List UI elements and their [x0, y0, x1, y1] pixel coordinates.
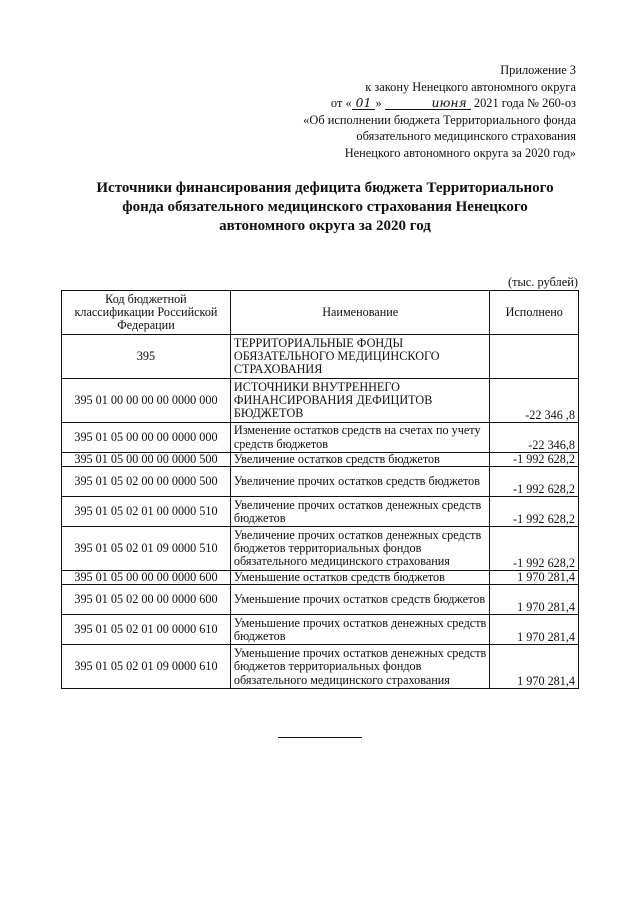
table-row [62, 379, 579, 423]
table-row [62, 497, 579, 527]
appendix-law-ref: к закону Ненецкого автономного округа [365, 79, 576, 94]
row-code: 395 01 05 02 00 00 0000 500 [62, 467, 231, 497]
row-name: Изменение остатков средств на счетах по учету средств бюджетов [230, 423, 490, 453]
row-name: Уменьшение остатков средств бюджетов [230, 571, 490, 585]
row-name: Уменьшение прочих остатков средств бюджетов [230, 585, 490, 615]
table-row [62, 571, 579, 585]
handwritten-day: 01 [352, 96, 376, 110]
row-name: Увеличение прочих остатков денежных средств бюджетов территориальных фондов обязательного медицинского страхования [230, 527, 490, 571]
row-name: Увеличение прочих остатков денежных средств бюджетов [230, 497, 490, 527]
row-name: ИСТОЧНИКИ ВНУТРЕННЕГО ФИНАНСИРОВАНИЯ ДЕФИЦИТОВ БЮДЖЕТОВ [230, 379, 490, 423]
table-row [62, 615, 579, 645]
table-header-row [62, 291, 579, 335]
table-row [62, 527, 579, 571]
row-code: 395 [62, 335, 231, 379]
header-executed: Исполнено [490, 291, 579, 335]
law-year-number: 2021 года № 260-оз [473, 96, 576, 111]
row-value [490, 335, 579, 379]
header-code: Код бюджетной классификации Российской Федерации [62, 291, 231, 335]
row-code: 395 01 05 02 00 00 0000 600 [62, 585, 231, 615]
row-name: ТЕРРИТОРИАЛЬНЫЕ ФОНДЫ ОБЯЗАТЕЛЬНОГО МЕДИЦИНСКОГО СТРАХОВАНИЯ [230, 335, 490, 379]
appendix-law-title-1: «Об исполнении бюджета Территориального фонда [303, 112, 576, 127]
row-value: -1 992 628,2 [490, 453, 579, 467]
financing-sources-table [61, 290, 579, 689]
table-row [62, 645, 579, 689]
table-row [62, 453, 579, 467]
row-code: 395 01 05 02 01 00 0000 510 [62, 497, 231, 527]
row-value: -1 992 628,2 [490, 497, 579, 527]
table-row [62, 467, 579, 497]
row-code: 395 01 05 00 00 00 0000 500 [62, 453, 231, 467]
table-row [62, 585, 579, 615]
row-name: Уменьшение прочих остатков денежных средств бюджетов [230, 615, 490, 645]
appendix-law-title-2: обязательного медицинского страхования [356, 129, 576, 144]
appendix-law-title-3: Ненецкого автономного округа за 2020 год» [344, 145, 576, 160]
end-divider [278, 737, 362, 738]
row-code: 395 01 05 02 01 09 0000 610 [62, 645, 231, 689]
row-name: Увеличение остатков средств бюджетов [230, 453, 490, 467]
row-code: 395 01 05 00 00 00 0000 000 [62, 423, 231, 453]
appendix-header [303, 62, 576, 162]
appendix-number: Приложение 3 [500, 63, 576, 77]
row-code: 395 01 05 02 01 00 0000 610 [62, 615, 231, 645]
handwritten-month: июня [385, 96, 471, 110]
document-title: Источники финансирования дефицита бюджета Территориального фонда обязательного медицинского страхования Ненецкого автономного округа за 2020 год [96, 180, 554, 234]
row-value: -1 992 628,2 [490, 467, 579, 497]
row-code: 395 01 05 00 00 00 0000 600 [62, 571, 231, 585]
appendix-date-line: от « 01 » июня 2021 года № 260-оз [330, 95, 576, 111]
table-row [62, 335, 579, 379]
row-code: 395 01 05 02 01 09 0000 510 [62, 527, 231, 571]
row-value: 1 970 281,4 [490, 615, 579, 645]
row-value: 1 970 281,4 [490, 585, 579, 615]
row-value: -1 992 628,2 [490, 527, 579, 571]
row-value: 1 970 281,4 [490, 571, 579, 585]
row-name: Увеличение прочих остатков средств бюджетов [230, 467, 490, 497]
row-name: Уменьшение прочих остатков денежных средств бюджетов территориальных фондов обязательного медицинского страхования [230, 645, 490, 689]
row-value: -22 346,8 [490, 423, 579, 453]
table-row [62, 423, 579, 453]
unit-label: (тыс. рублей) [507, 275, 578, 289]
header-name: Наименование [230, 291, 490, 335]
row-value: -22 346 ,8 [490, 379, 579, 423]
row-code: 395 01 00 00 00 00 0000 000 [62, 379, 231, 423]
row-value: 1 970 281,4 [490, 645, 579, 689]
